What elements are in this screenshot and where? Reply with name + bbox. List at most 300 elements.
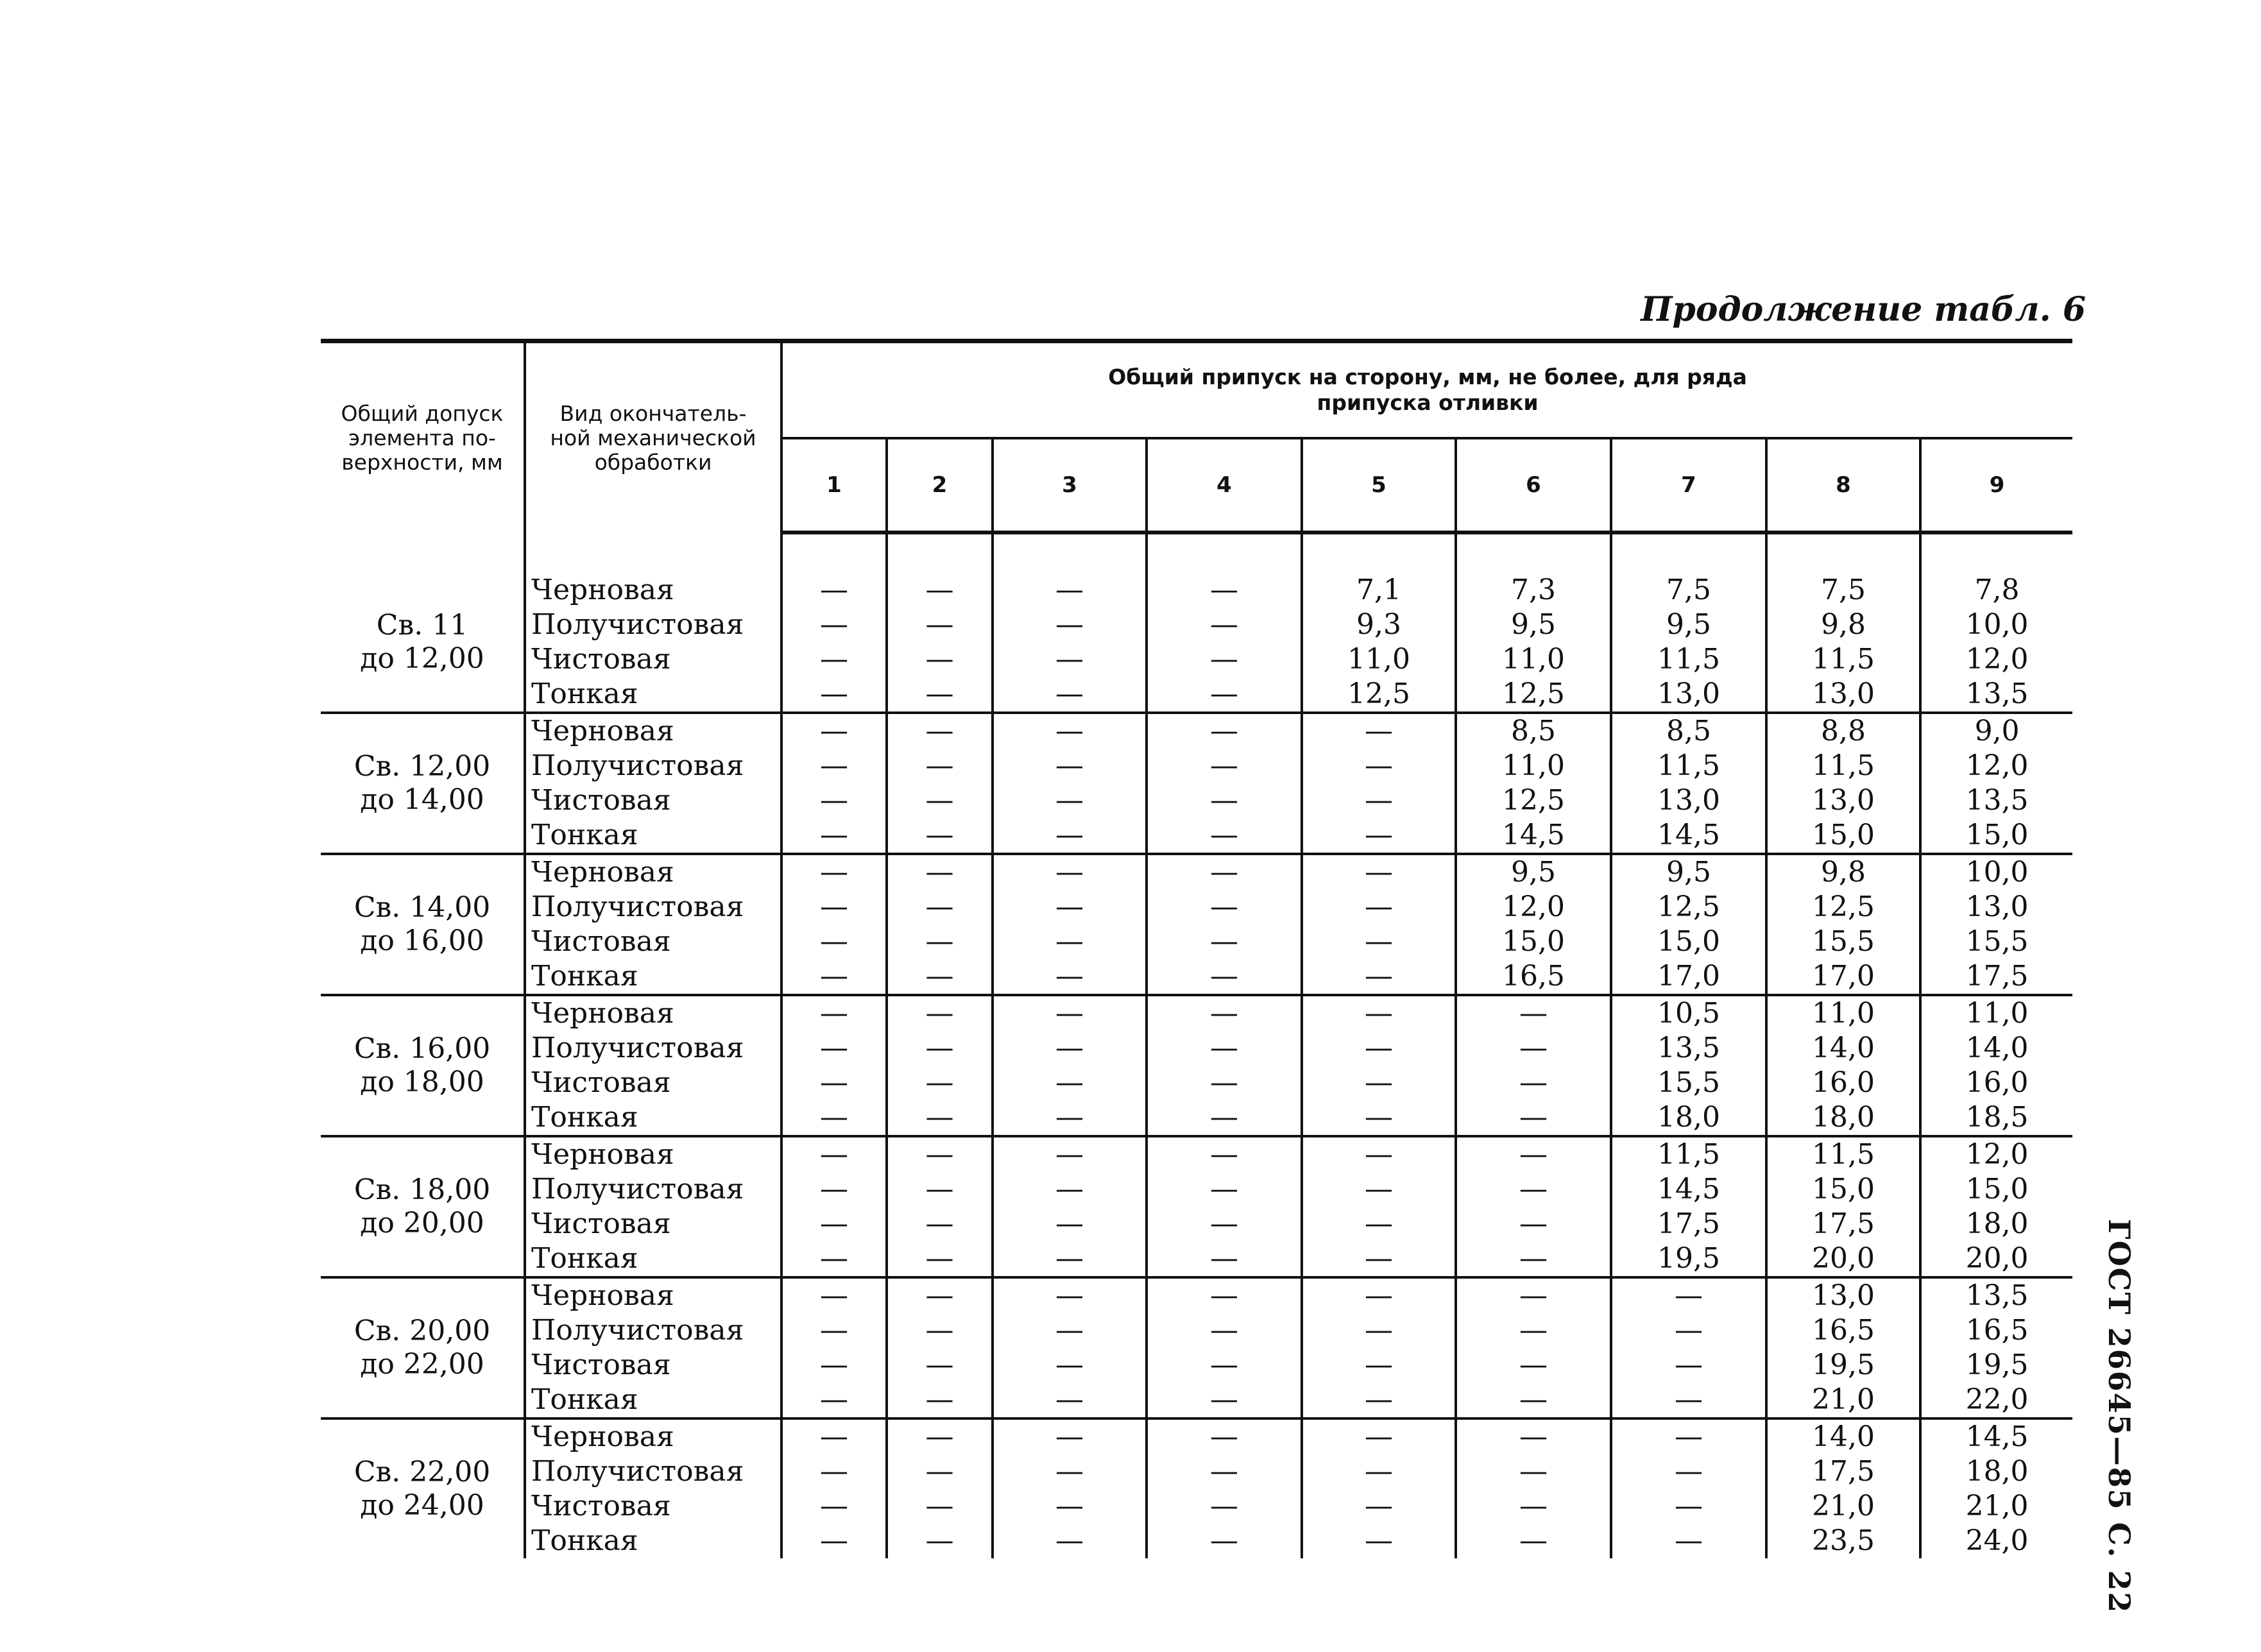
process-cell: Получистовая bbox=[525, 1313, 781, 1348]
allowance-value: 18,0 bbox=[1965, 1207, 2029, 1240]
allowance-value: 19,5 bbox=[1965, 1349, 2029, 1381]
allowance-value: — bbox=[887, 1383, 993, 1418]
allowance-value: — bbox=[993, 1136, 1147, 1172]
tolerance-line: до 18,00 bbox=[360, 1066, 484, 1098]
allowance-value: 11,5 bbox=[1611, 1136, 1766, 1172]
process-cell: Черновая bbox=[525, 1418, 781, 1454]
allowance-value: 9,3 bbox=[1302, 608, 1456, 642]
tolerance-line: Св. 20,00 bbox=[354, 1315, 491, 1347]
table-row bbox=[321, 959, 2072, 995]
table-body bbox=[321, 573, 2072, 1558]
allowance-value: 10,5 bbox=[1611, 995, 1766, 1031]
allowance-value: — bbox=[887, 818, 993, 854]
allowance-value: — bbox=[1302, 1172, 1456, 1207]
allowance-value: 14,0 bbox=[1766, 1031, 1920, 1066]
process-cell: Тонкая bbox=[525, 1241, 781, 1277]
tolerance-line: Св. 12,00 bbox=[354, 750, 491, 783]
table-caption: Продолжение табл. 6 bbox=[1641, 290, 2086, 329]
allowance-value: — bbox=[1147, 1277, 1302, 1313]
allowance-value: — bbox=[1302, 1100, 1456, 1136]
allowance-value: 23,5 bbox=[1766, 1524, 1920, 1558]
allowance-value: — bbox=[781, 1031, 887, 1066]
header-tolerance-line: верхности, мм bbox=[341, 449, 503, 475]
allowance-value: — bbox=[993, 1031, 1147, 1066]
spacer-cell bbox=[1611, 532, 1766, 573]
allowance-value: — bbox=[887, 573, 993, 608]
header-row-number: 7 bbox=[1611, 438, 1766, 532]
allowance-value: 12,5 bbox=[1302, 677, 1456, 713]
table-row bbox=[321, 1172, 2072, 1207]
tolerance-line: до 12,00 bbox=[360, 642, 484, 675]
allowance-value: — bbox=[887, 924, 993, 959]
allowance-value: 14,5 bbox=[1611, 1172, 1766, 1207]
allowance-value: — bbox=[1456, 1172, 1611, 1207]
allowance-value: — bbox=[1147, 1418, 1302, 1454]
allowance-value: — bbox=[781, 608, 887, 642]
allowance-value: — bbox=[993, 1383, 1147, 1418]
header-process-line: ной механической bbox=[550, 425, 756, 450]
table-row bbox=[321, 854, 2072, 890]
tolerance-line: Св. 22,00 bbox=[354, 1456, 491, 1488]
allowance-value: — bbox=[993, 783, 1147, 818]
spacer-cell bbox=[525, 532, 781, 573]
allowance-value: — bbox=[993, 677, 1147, 713]
allowance-value: — bbox=[887, 1524, 993, 1558]
allowance-value: 17,5 bbox=[1611, 1207, 1766, 1241]
allowance-value: 11,0 bbox=[1456, 749, 1611, 783]
allowance-value: — bbox=[1302, 1207, 1456, 1241]
allowance-value: — bbox=[781, 1207, 887, 1241]
allowance-value: 9,5 bbox=[1611, 608, 1766, 642]
process-cell: Черновая bbox=[525, 713, 781, 749]
allowance-value: — bbox=[1456, 1313, 1611, 1348]
allowance-value: — bbox=[781, 1277, 887, 1313]
allowance-value: — bbox=[781, 818, 887, 854]
allowance-value: — bbox=[1611, 1383, 1766, 1418]
allowance-value: — bbox=[993, 1348, 1147, 1383]
allowance-value: — bbox=[1302, 1066, 1456, 1100]
allowance-value: — bbox=[781, 854, 887, 890]
table-row bbox=[321, 1136, 2072, 1172]
tolerance-line: до 14,00 bbox=[360, 783, 484, 816]
allowance-value: — bbox=[781, 959, 887, 995]
allowance-value: 21,0 bbox=[1965, 1490, 2029, 1522]
allowance-value: — bbox=[1147, 1489, 1302, 1524]
allowance-value: — bbox=[781, 1524, 887, 1558]
allowance-value: — bbox=[1611, 1454, 1766, 1489]
allowance-value: — bbox=[781, 1489, 887, 1524]
allowance-value: — bbox=[1302, 1277, 1456, 1313]
process-cell: Черновая bbox=[525, 1136, 781, 1172]
allowance-value: — bbox=[1147, 1031, 1302, 1066]
allowance-value: 7,8 bbox=[1974, 574, 2020, 606]
allowance-value: — bbox=[887, 713, 993, 749]
allowance-value: — bbox=[781, 1348, 887, 1383]
allowance-value: 11,0 bbox=[1766, 995, 1920, 1031]
allowance-value: 11,5 bbox=[1611, 642, 1766, 677]
allowance-value: — bbox=[887, 1066, 993, 1100]
allowance-value: — bbox=[1147, 959, 1302, 995]
allowance-value: 15,5 bbox=[1611, 1066, 1766, 1100]
allowance-value: — bbox=[887, 854, 993, 890]
allowance-value: — bbox=[993, 959, 1147, 995]
header-row-number: 1 bbox=[781, 438, 887, 532]
allowance-value: — bbox=[993, 1172, 1147, 1207]
allowance-value: — bbox=[887, 1277, 993, 1313]
allowance-value: — bbox=[781, 1454, 887, 1489]
allowance-value: 12,0 bbox=[1965, 643, 2029, 676]
allowance-value: — bbox=[781, 713, 887, 749]
allowance-value: 19,5 bbox=[1611, 1241, 1766, 1277]
allowance-value: — bbox=[993, 995, 1147, 1031]
header-row-number: 8 bbox=[1766, 438, 1920, 532]
table-row bbox=[321, 1524, 2072, 1558]
tolerance-cell bbox=[321, 1136, 525, 1277]
table-row bbox=[321, 818, 2072, 854]
table-row bbox=[321, 924, 2072, 959]
allowance-value: — bbox=[1611, 1418, 1766, 1454]
allowance-value: — bbox=[1147, 642, 1302, 677]
allowance-value: — bbox=[1302, 1489, 1456, 1524]
allowance-value: 8,5 bbox=[1611, 713, 1766, 749]
spacer-cell bbox=[993, 532, 1147, 573]
allowance-value: — bbox=[1302, 783, 1456, 818]
process-cell: Получистовая bbox=[525, 608, 781, 642]
process-cell: Тонкая bbox=[525, 1100, 781, 1136]
allowance-value: 18,5 bbox=[1920, 1100, 2072, 1136]
spacer-cell bbox=[887, 532, 993, 573]
allowance-value: 13,0 bbox=[1611, 783, 1766, 818]
tolerance-line: Св. 11 bbox=[376, 609, 468, 642]
allowance-value: 21,0 bbox=[1766, 1383, 1920, 1418]
process-cell: Тонкая bbox=[525, 1383, 781, 1418]
allowance-value: 15,0 bbox=[1920, 818, 2072, 854]
table-row bbox=[321, 783, 2072, 818]
allowance-value: 13,0 bbox=[1766, 1277, 1920, 1313]
allowance-value: — bbox=[993, 890, 1147, 924]
process-cell: Чистовая bbox=[525, 1066, 781, 1100]
allowance-value: 7,3 bbox=[1456, 573, 1611, 608]
allowance-value: — bbox=[1456, 1066, 1611, 1100]
allowance-value: 11,0 bbox=[1965, 997, 2029, 1030]
allowance-value: 12,5 bbox=[1766, 890, 1920, 924]
allowance-value: — bbox=[781, 1383, 887, 1418]
allowance-value: — bbox=[781, 573, 887, 608]
allowance-value: — bbox=[1611, 1524, 1766, 1558]
allowance-value: — bbox=[1456, 1136, 1611, 1172]
allowance-value: 15,5 bbox=[1766, 924, 1920, 959]
allowance-value: — bbox=[1147, 677, 1302, 713]
allowance-value: 10,0 bbox=[1965, 608, 2029, 641]
table-row bbox=[321, 1383, 2072, 1418]
spacer-cell bbox=[1302, 532, 1456, 573]
allowance-value: 14,0 bbox=[1965, 1032, 2029, 1064]
table-row bbox=[321, 1100, 2072, 1136]
spacer-cell bbox=[1147, 532, 1302, 573]
allowance-value: — bbox=[1302, 1313, 1456, 1348]
allowance-value: 11,0 bbox=[1302, 642, 1456, 677]
allowance-value: — bbox=[1147, 818, 1302, 854]
allowance-value: 15,5 bbox=[1965, 925, 2029, 958]
allowance-value: — bbox=[1147, 1383, 1302, 1418]
allowance-value: — bbox=[1456, 1489, 1611, 1524]
allowance-value: 17,5 bbox=[1920, 959, 2072, 995]
table-row bbox=[321, 1277, 2072, 1313]
allowance-value: — bbox=[1147, 1207, 1302, 1241]
allowance-value: — bbox=[1456, 1207, 1611, 1241]
allowance-value: — bbox=[887, 1489, 993, 1524]
allowance-value: 16,0 bbox=[1965, 1066, 2029, 1099]
allowance-value: 13,5 bbox=[1965, 784, 2029, 817]
allowance-value: — bbox=[887, 1207, 993, 1241]
allowance-value: 14,5 bbox=[1611, 818, 1766, 854]
process-cell: Чистовая bbox=[525, 1207, 781, 1241]
allowance-value: — bbox=[781, 1241, 887, 1277]
tolerance-cell bbox=[321, 1418, 525, 1558]
allowance-value: — bbox=[1456, 1031, 1611, 1066]
tolerance-line: до 22,00 bbox=[360, 1348, 484, 1381]
allowance-value: — bbox=[1456, 1454, 1611, 1489]
allowance-value: — bbox=[993, 1207, 1147, 1241]
allowance-value: — bbox=[887, 1241, 993, 1277]
allowance-value: 17,5 bbox=[1766, 1207, 1920, 1241]
header-row-number: 4 bbox=[1147, 438, 1302, 532]
tolerance-cell bbox=[321, 995, 525, 1136]
process-cell: Чистовая bbox=[525, 924, 781, 959]
process-cell: Чистовая bbox=[525, 642, 781, 677]
allowance-value: 12,0 bbox=[1456, 890, 1611, 924]
allowance-value: — bbox=[993, 854, 1147, 890]
header-process-line: Вид окончатель- bbox=[559, 400, 747, 426]
spacer-cell bbox=[1920, 532, 2072, 573]
allowance-value: — bbox=[1302, 1031, 1456, 1066]
allowance-value: — bbox=[1456, 1100, 1611, 1136]
allowance-value: — bbox=[1147, 1100, 1302, 1136]
allowance-value: — bbox=[1147, 1313, 1302, 1348]
header-group-line: Общий припуск на сторону, мм, не более, для ряда bbox=[1108, 364, 1747, 389]
allowance-value: — bbox=[887, 1313, 993, 1348]
allowance-value: — bbox=[993, 1313, 1147, 1348]
allowance-value: — bbox=[1456, 1383, 1611, 1418]
allowance-value: 13,0 bbox=[1965, 890, 2029, 923]
tolerance-cell bbox=[321, 1277, 525, 1418]
allowance-value: 15,0 bbox=[1611, 924, 1766, 959]
allowance-value: — bbox=[887, 1454, 993, 1489]
header-row-number: 3 bbox=[993, 438, 1147, 532]
allowance-value: — bbox=[781, 1313, 887, 1348]
allowance-value: 16,5 bbox=[1456, 959, 1611, 995]
spacer-cell bbox=[1766, 532, 1920, 573]
header-tolerance bbox=[321, 341, 525, 533]
process-cell: Чистовая bbox=[525, 783, 781, 818]
allowance-value: — bbox=[781, 783, 887, 818]
table-header bbox=[321, 341, 2072, 574]
allowance-value: — bbox=[1302, 1136, 1456, 1172]
allowance-value: 7,5 bbox=[1766, 573, 1920, 608]
allowance-value: — bbox=[1302, 924, 1456, 959]
allowance-value: — bbox=[993, 924, 1147, 959]
allowance-value: — bbox=[1147, 573, 1302, 608]
process-cell: Получистовая bbox=[525, 749, 781, 783]
allowance-value: — bbox=[1456, 1348, 1611, 1383]
allowance-value: 15,0 bbox=[1456, 924, 1611, 959]
allowance-value: — bbox=[781, 924, 887, 959]
allowance-value: 14,5 bbox=[1965, 1420, 2029, 1453]
allowance-value: 17,0 bbox=[1611, 959, 1766, 995]
header-group-line: припуска отливки bbox=[1317, 390, 1539, 415]
spacer-cell bbox=[781, 532, 887, 573]
allowance-value: 18,0 bbox=[1766, 1100, 1920, 1136]
allowance-value: 13,0 bbox=[1766, 677, 1920, 713]
allowance-value: — bbox=[887, 608, 993, 642]
allowance-value: 9,8 bbox=[1766, 854, 1920, 890]
allowance-value: 11,5 bbox=[1766, 642, 1920, 677]
allowance-value: 22,0 bbox=[1920, 1383, 2072, 1418]
allowance-value: 13,5 bbox=[1965, 1279, 2029, 1312]
process-cell: Тонкая bbox=[525, 677, 781, 713]
allowance-value: — bbox=[1147, 749, 1302, 783]
allowance-value: 13,5 bbox=[1611, 1031, 1766, 1066]
process-cell: Получистовая bbox=[525, 1454, 781, 1489]
allowance-value: 17,0 bbox=[1766, 959, 1920, 995]
header-process bbox=[525, 341, 781, 533]
allowance-value: — bbox=[1147, 1348, 1302, 1383]
allowance-value: — bbox=[993, 1454, 1147, 1489]
allowance-value: — bbox=[887, 959, 993, 995]
allowance-value: — bbox=[1456, 1418, 1611, 1454]
allowance-value: — bbox=[1147, 995, 1302, 1031]
allowance-value: — bbox=[993, 573, 1147, 608]
allowance-value: — bbox=[887, 995, 993, 1031]
allowance-value: — bbox=[781, 1418, 887, 1454]
allowance-value: — bbox=[1147, 924, 1302, 959]
allowance-value: — bbox=[993, 642, 1147, 677]
allowance-value: 11,0 bbox=[1456, 642, 1611, 677]
tolerance-cell bbox=[321, 573, 525, 713]
allowance-value: — bbox=[781, 890, 887, 924]
allowance-value: 9,8 bbox=[1766, 608, 1920, 642]
allowance-value: — bbox=[1302, 749, 1456, 783]
allowance-value: — bbox=[781, 749, 887, 783]
allowance-value: — bbox=[887, 1172, 993, 1207]
allowance-value: — bbox=[781, 677, 887, 713]
allowance-value: — bbox=[1147, 713, 1302, 749]
allowance-value: — bbox=[887, 1100, 993, 1136]
allowance-value: — bbox=[887, 1348, 993, 1383]
table-row bbox=[321, 995, 2072, 1031]
allowance-value: — bbox=[993, 1524, 1147, 1558]
allowance-value: 11,5 bbox=[1611, 749, 1766, 783]
process-cell: Черновая bbox=[525, 854, 781, 890]
allowance-value: 15,0 bbox=[1766, 818, 1920, 854]
allowance-value: — bbox=[1302, 854, 1456, 890]
allowance-value: 15,0 bbox=[1766, 1172, 1920, 1207]
allowance-value: 20,0 bbox=[1766, 1241, 1920, 1277]
header-spacer bbox=[321, 532, 2072, 573]
header-row-number: 9 bbox=[1920, 438, 2072, 532]
table-row bbox=[321, 749, 2072, 783]
allowance-value: — bbox=[781, 1172, 887, 1207]
allowance-value: 14,0 bbox=[1766, 1418, 1920, 1454]
allowance-value: 8,5 bbox=[1456, 713, 1611, 749]
allowance-value: — bbox=[993, 1100, 1147, 1136]
process-cell: Получистовая bbox=[525, 1031, 781, 1066]
allowance-value: 13,0 bbox=[1611, 677, 1766, 713]
allowance-value: 9,5 bbox=[1611, 854, 1766, 890]
allowance-value: — bbox=[993, 1489, 1147, 1524]
allowance-value: 14,5 bbox=[1456, 818, 1611, 854]
allowance-value: — bbox=[1147, 854, 1302, 890]
tolerance-line: Св. 14,00 bbox=[354, 891, 491, 924]
allowance-value: 9,5 bbox=[1456, 854, 1611, 890]
allowance-value: — bbox=[1302, 1348, 1456, 1383]
table-row bbox=[321, 1207, 2072, 1241]
allowance-value: 10,0 bbox=[1965, 856, 2029, 889]
allowance-value: — bbox=[993, 1418, 1147, 1454]
allowance-value: 16,5 bbox=[1766, 1313, 1920, 1348]
allowance-value: — bbox=[781, 1136, 887, 1172]
allowance-value: — bbox=[1302, 818, 1456, 854]
table-row bbox=[321, 1031, 2072, 1066]
allowance-value: 12,5 bbox=[1456, 783, 1611, 818]
allowance-value: 9,5 bbox=[1456, 608, 1611, 642]
table-row bbox=[321, 1348, 2072, 1383]
allowance-value: — bbox=[1302, 1383, 1456, 1418]
allowance-value: 9,0 bbox=[1974, 715, 2020, 747]
tolerance-line: до 24,00 bbox=[360, 1489, 484, 1522]
table-row bbox=[321, 608, 2072, 642]
process-cell: Тонкая bbox=[525, 818, 781, 854]
allowance-value: — bbox=[993, 749, 1147, 783]
process-cell: Получистовая bbox=[525, 890, 781, 924]
allowance-value: — bbox=[887, 749, 993, 783]
allowance-value: — bbox=[1147, 1454, 1302, 1489]
allowance-value: — bbox=[887, 677, 993, 713]
allowance-value: — bbox=[1302, 1241, 1456, 1277]
allowance-value: — bbox=[993, 1066, 1147, 1100]
allowance-value: — bbox=[887, 1418, 993, 1454]
allowance-value: 11,5 bbox=[1766, 1136, 1920, 1172]
allowance-value: — bbox=[887, 783, 993, 818]
allowance-value: — bbox=[1147, 1136, 1302, 1172]
allowance-value: 16,0 bbox=[1766, 1066, 1920, 1100]
table-row bbox=[321, 1313, 2072, 1348]
allowance-value: — bbox=[1302, 890, 1456, 924]
allowance-value: — bbox=[887, 890, 993, 924]
process-cell: Чистовая bbox=[525, 1348, 781, 1383]
tolerance-line: Св. 18,00 bbox=[354, 1173, 491, 1206]
header-process-line: обработки bbox=[594, 449, 712, 475]
allowance-value: — bbox=[781, 1100, 887, 1136]
allowance-value: — bbox=[993, 818, 1147, 854]
allowance-value: — bbox=[1456, 1241, 1611, 1277]
allowance-value: 18,0 bbox=[1611, 1100, 1766, 1136]
allowance-value: — bbox=[1302, 959, 1456, 995]
table-row bbox=[321, 890, 2072, 924]
allowance-value: — bbox=[887, 1136, 993, 1172]
tolerance-line: Св. 16,00 bbox=[354, 1032, 491, 1065]
allowance-value: — bbox=[993, 1241, 1147, 1277]
spacer-cell bbox=[1456, 532, 1611, 573]
allowance-value: 11,5 bbox=[1766, 749, 1920, 783]
allowance-value: — bbox=[1302, 1418, 1456, 1454]
allowance-value: — bbox=[887, 642, 993, 677]
allowance-value: — bbox=[1302, 995, 1456, 1031]
allowance-value: — bbox=[993, 713, 1147, 749]
header-row-number: 6 bbox=[1456, 438, 1611, 532]
allowance-value: 19,5 bbox=[1766, 1348, 1920, 1383]
allowance-value: — bbox=[1302, 713, 1456, 749]
